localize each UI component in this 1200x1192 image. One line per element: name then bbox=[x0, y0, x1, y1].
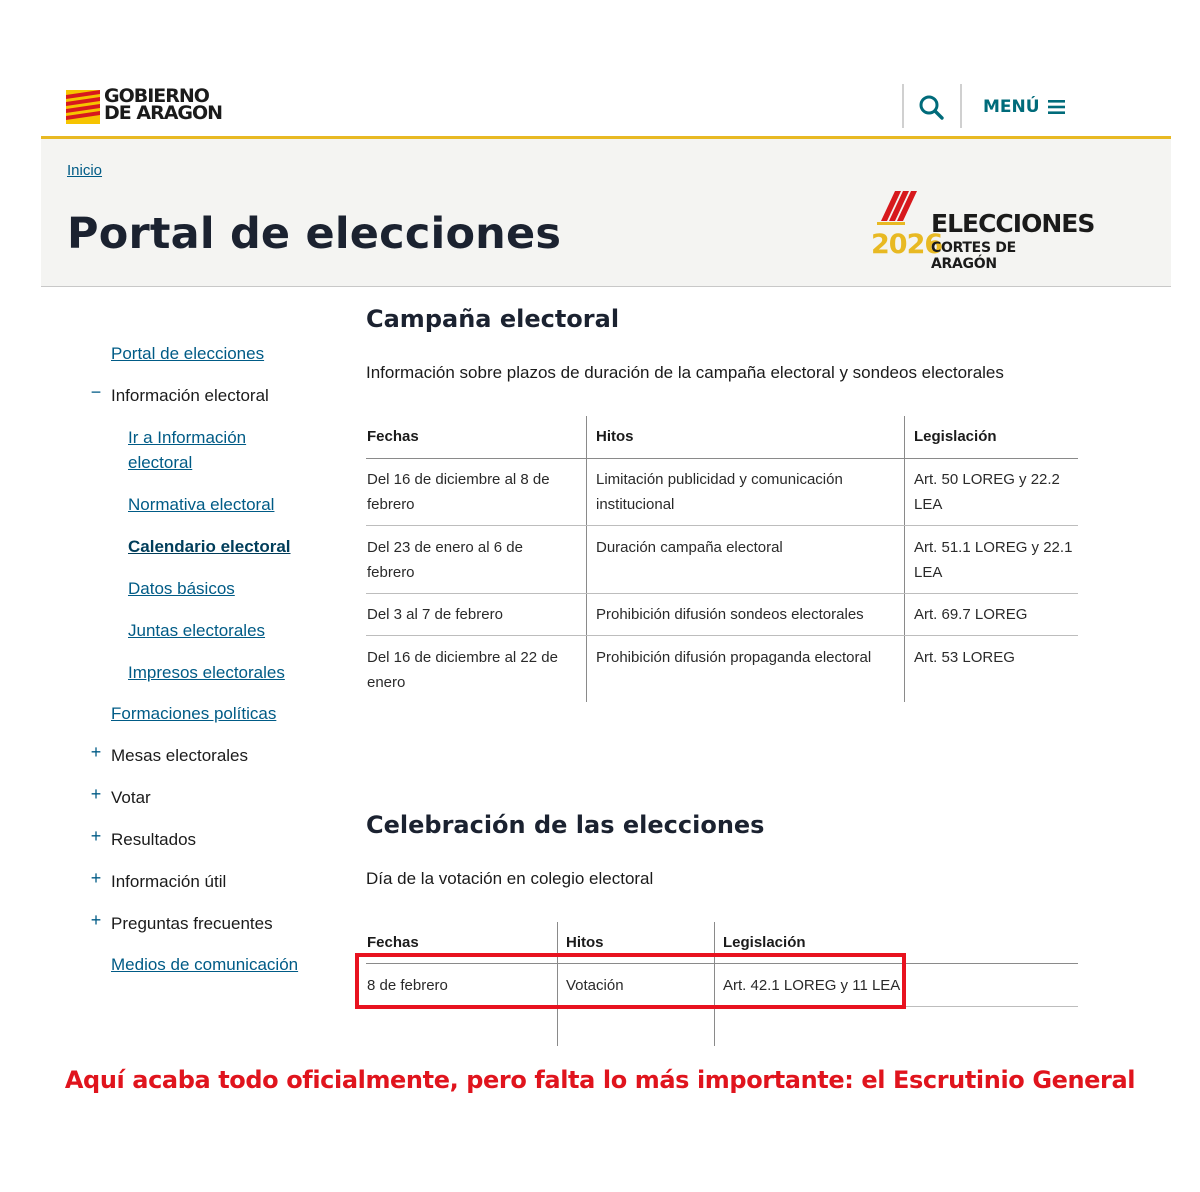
table-cell-legislacion: Art. 42.1 LOREG y 11 LEA bbox=[723, 977, 901, 994]
table-cell-hito: Prohibición difusión sondeos electorales bbox=[596, 606, 864, 623]
sidebar-item-informacion-electoral[interactable]: Información electoral bbox=[111, 386, 269, 405]
section-title-celebracion: Celebración de las elecciones bbox=[366, 811, 765, 839]
table-header-fechas: Fechas bbox=[367, 428, 419, 445]
sidebar-item-medios[interactable]: Medios de comunicación bbox=[111, 955, 299, 974]
sidebar-subitem-datos-basicos[interactable]: Datos básicos bbox=[128, 579, 235, 598]
expand-plus-icon[interactable]: + bbox=[90, 742, 102, 762]
sidebar-subitem-ir-informacion[interactable]: Ir a Información electoral bbox=[128, 428, 247, 472]
table-header-rule bbox=[366, 458, 1078, 459]
elecciones-subtitle: CORTES DE ARAGÓN bbox=[931, 240, 1016, 272]
sidebar-subitem-calendario-active[interactable]: Calendario electoral bbox=[128, 537, 291, 556]
menu-label: MENÚ bbox=[983, 97, 1040, 117]
sidebar-item-portal[interactable]: Portal de elecciones bbox=[111, 344, 265, 363]
elecciones-word: ELECCIONES bbox=[931, 209, 1095, 238]
table-cell-hito: Prohibición difusión propaganda electoral bbox=[596, 649, 872, 666]
menu-button[interactable] bbox=[983, 96, 1065, 118]
table-cell-fecha: Del 16 de diciembre al 8 de febrero bbox=[367, 471, 550, 513]
expand-plus-icon[interactable]: + bbox=[90, 868, 102, 888]
logo-wordmark: GOBIERNO DE ARAGON bbox=[104, 85, 223, 124]
search-icon bbox=[916, 92, 948, 122]
section-intro-celebracion: Día de la votación en colegio electoral bbox=[366, 869, 654, 888]
table-cell-fecha: 8 de febrero bbox=[367, 977, 448, 994]
elecciones-2026-logo bbox=[869, 189, 1095, 272]
sidebar-item-formaciones[interactable]: Formaciones políticas bbox=[111, 704, 277, 723]
table-cell-legislacion: Art. 69.7 LOREG bbox=[914, 606, 1028, 623]
sidebar-item-preguntas[interactable]: Preguntas frecuentes bbox=[111, 914, 273, 933]
elecciones-year: 2026 bbox=[871, 229, 943, 260]
sidebar-subitem-impresos[interactable]: Impresos electorales bbox=[128, 663, 285, 682]
table-header-legislacion: Legislación bbox=[723, 934, 806, 951]
sidebar-subitem-juntas[interactable]: Juntas electorales bbox=[128, 621, 266, 640]
table-header-fechas: Fechas bbox=[367, 934, 419, 951]
page-banner bbox=[41, 139, 1171, 287]
expand-plus-icon[interactable]: + bbox=[90, 784, 102, 804]
table-cell-legislacion: Art. 51.1 LOREG y 22.1 LEA bbox=[914, 539, 1073, 581]
table-cell-fecha: Del 16 de diciembre al 22 de enero bbox=[367, 649, 558, 691]
table-row-rule bbox=[366, 593, 1078, 594]
highlight-box bbox=[355, 953, 906, 1009]
table-header-hitos: Hitos bbox=[566, 934, 604, 951]
hamburger-icon bbox=[1048, 100, 1065, 114]
breadcrumb-home[interactable]: Inicio bbox=[67, 162, 103, 179]
annotation-caption: Aquí acaba todo oficialmente, pero falta lo más importante: el Escrutinio General bbox=[64, 1066, 1136, 1094]
expand-plus-icon[interactable]: + bbox=[90, 826, 102, 846]
table-row-rule bbox=[366, 525, 1078, 526]
table-cell-hito: Limitación publicidad y comunicación institucional bbox=[596, 471, 843, 513]
sidebar-item-informacion-util[interactable]: Información útil bbox=[111, 872, 227, 891]
section-intro-campana: Información sobre plazos de duración de la campaña electoral y sondeos electorales bbox=[366, 363, 1004, 382]
gobierno-aragon-logo[interactable] bbox=[66, 85, 226, 126]
search-button[interactable] bbox=[916, 92, 948, 122]
sidebar-item-mesas[interactable]: Mesas electorales bbox=[111, 746, 249, 765]
ballot-stripes-icon bbox=[875, 191, 919, 227]
table-cell-legislacion: Art. 50 LOREG y 22.2 LEA bbox=[914, 471, 1060, 513]
table-cell-hito: Votación bbox=[566, 977, 624, 994]
table-row-rule bbox=[366, 635, 1078, 636]
sidebar-item-resultados[interactable]: Resultados bbox=[111, 830, 197, 849]
table-cell-legislacion: Art. 53 LOREG bbox=[914, 649, 1015, 666]
aragon-flag-icon bbox=[66, 90, 100, 124]
header-divider bbox=[960, 84, 962, 128]
sidebar-subitem-normativa[interactable]: Normativa electoral bbox=[128, 495, 275, 514]
header-divider bbox=[902, 84, 904, 128]
collapse-minus-icon[interactable]: − bbox=[90, 382, 102, 402]
table-header-hitos: Hitos bbox=[596, 428, 634, 445]
table-cell-hito: Duración campaña electoral bbox=[596, 539, 783, 556]
table-cell-fecha: Del 3 al 7 de febrero bbox=[367, 606, 503, 623]
table-cell-fecha: Del 23 de enero al 6 de febrero bbox=[367, 539, 523, 581]
table-header-legislacion: Legislación bbox=[914, 428, 997, 445]
section-title-campana: Campaña electoral bbox=[366, 305, 620, 333]
sidebar-item-votar[interactable]: Votar bbox=[111, 788, 151, 807]
page-title: Portal de elecciones bbox=[67, 209, 562, 259]
expand-plus-icon[interactable]: + bbox=[90, 910, 102, 930]
